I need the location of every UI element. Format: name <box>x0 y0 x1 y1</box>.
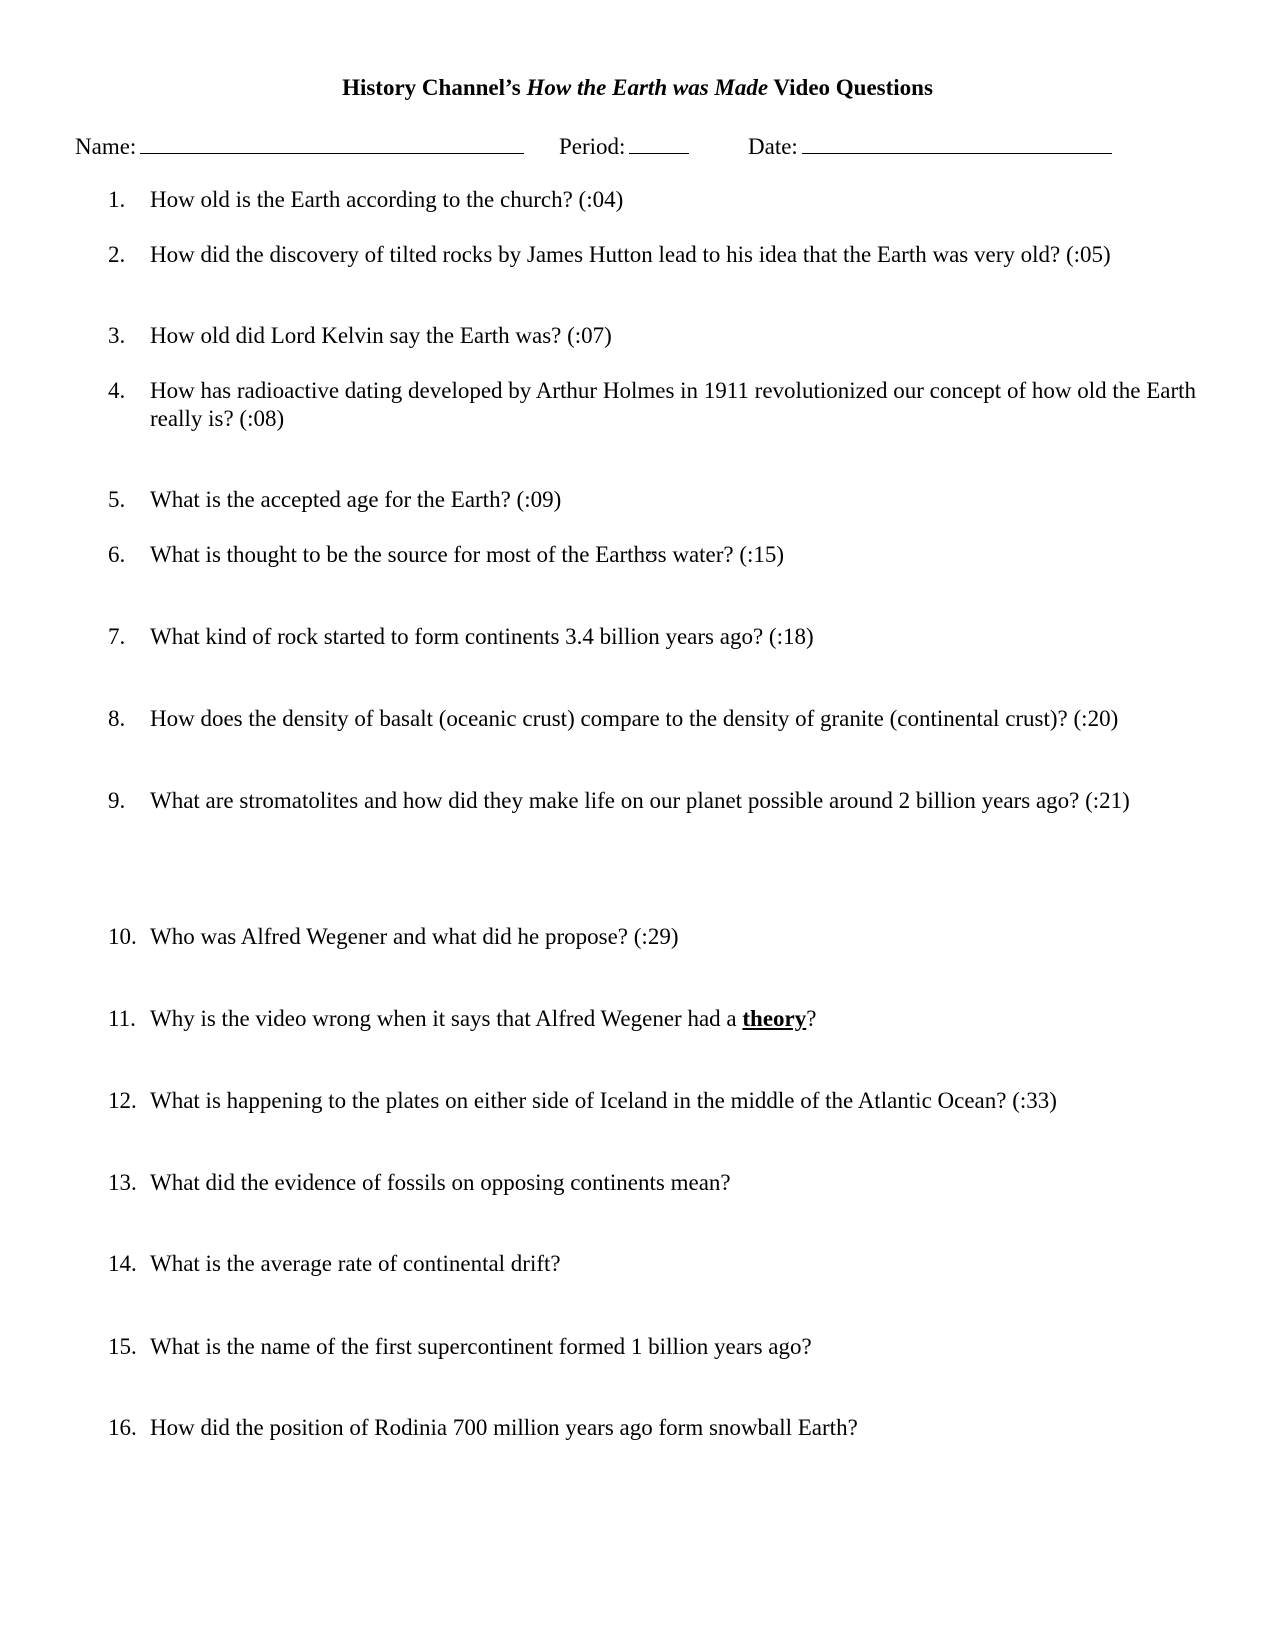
theory-emphasis: theory <box>742 1006 807 1031</box>
question-number: 6. <box>108 542 126 567</box>
question-13 <box>108 1169 1198 1197</box>
question-9 <box>108 787 1198 815</box>
question-15 <box>108 1333 1198 1361</box>
question-number: 11. <box>108 1006 136 1031</box>
question-text: How has radioactive dating developed by Arthur Holmes in 1911 revolutionized our concept of how old the Earth really is? (:08) <box>150 378 1197 431</box>
question-number: 14. <box>108 1251 137 1276</box>
question-12 <box>108 1087 1198 1115</box>
question-7 <box>108 623 1198 651</box>
title-suffix: Video Questions <box>768 75 933 100</box>
question-text: What are stromatolites and how did they make life on our planet possible around 2 billion years ago? (:21) <box>150 788 1130 813</box>
name-label: Name: <box>75 134 137 159</box>
question-10 <box>108 923 1198 951</box>
question-text: What did the evidence of fossils on opposing continents mean? <box>150 1170 731 1195</box>
question-number: 9. <box>108 788 126 813</box>
question-number: 2. <box>108 242 126 267</box>
title-italic: How the Earth was Made <box>526 75 769 100</box>
question-number: 5. <box>108 487 126 512</box>
page-title <box>0 74 1275 102</box>
question-5 <box>108 486 1198 514</box>
question-text: What is thought to be the source for most of the Earthʊs water? (:15) <box>150 542 785 567</box>
question-text-after: ? <box>806 1006 817 1031</box>
question-2 <box>108 241 1198 269</box>
question-1 <box>108 186 1198 214</box>
question-8 <box>108 705 1198 733</box>
question-11 <box>108 1005 1198 1033</box>
question-text <box>150 1005 1198 1033</box>
question-text: What is happening to the plates on either side of Iceland in the middle of the Atlantic Ocean? (:33) <box>150 1088 1057 1113</box>
question-text: How does the density of basalt (oceanic crust) compare to the density of granite (continental crust)? (:20) <box>150 706 1119 731</box>
question-text: What is the name of the first supercontinent formed 1 billion years ago? <box>150 1334 812 1359</box>
question-text: What kind of rock started to form continents 3.4 billion years ago? (:18) <box>150 624 814 649</box>
question-16 <box>108 1414 1198 1442</box>
question-text: What is the accepted age for the Earth? (:09) <box>150 487 562 512</box>
question-6 <box>108 541 1198 569</box>
date-blank[interactable] <box>802 131 1112 154</box>
question-text: What is the average rate of continental drift? <box>150 1251 561 1276</box>
question-number: 13. <box>108 1170 137 1195</box>
question-text: How old is the Earth according to the church? (:04) <box>150 187 624 212</box>
question-number: 4. <box>108 378 126 403</box>
question-3 <box>108 322 1198 350</box>
question-number: 16. <box>108 1415 137 1440</box>
question-4 <box>108 377 1198 433</box>
question-text-before: Why is the video wrong when it says that Alfred Wegener had a <box>150 1006 743 1031</box>
period-label: Period: <box>559 134 626 159</box>
question-text: How old did Lord Kelvin say the Earth was? (:07) <box>150 323 612 348</box>
question-text: How did the position of Rodinia 700 million years ago form snowball Earth? <box>150 1415 858 1440</box>
title-prefix: History Channel’s <box>342 75 527 100</box>
period-field <box>559 131 689 161</box>
question-text: Who was Alfred Wegener and what did he propose? (:29) <box>150 924 679 949</box>
question-number: 10. <box>108 924 137 949</box>
name-blank[interactable] <box>140 131 524 154</box>
period-blank[interactable] <box>629 131 689 154</box>
question-number: 12. <box>108 1088 137 1113</box>
question-number: 15. <box>108 1334 137 1359</box>
question-number: 1. <box>108 187 126 212</box>
question-number: 7. <box>108 624 126 649</box>
date-field <box>748 131 1112 161</box>
question-number: 8. <box>108 706 126 731</box>
date-label: Date: <box>748 134 798 159</box>
question-text: How did the discovery of tilted rocks by James Hutton lead to his idea that the Earth was very old? (:05) <box>150 242 1111 267</box>
question-number: 3. <box>108 323 126 348</box>
question-14 <box>108 1250 1198 1278</box>
name-field <box>75 131 524 161</box>
